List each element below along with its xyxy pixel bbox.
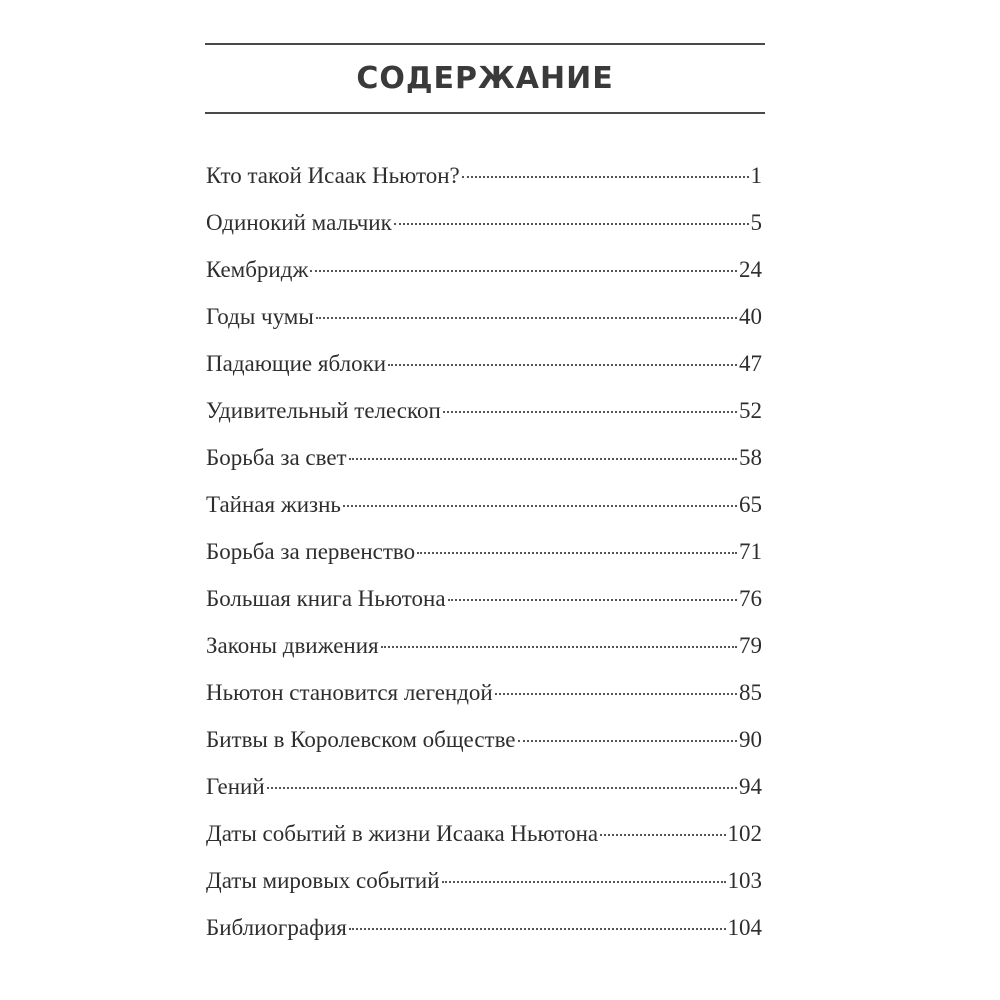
dot-leader bbox=[267, 787, 737, 789]
toc-entry bbox=[206, 293, 762, 340]
toc-entry-title: Борьба за первенство bbox=[206, 539, 416, 564]
toc-entry bbox=[206, 857, 762, 904]
dot-leader bbox=[495, 693, 737, 695]
toc-entry-title: Кто такой Исаак Ньютон? bbox=[206, 163, 460, 188]
top-rule bbox=[205, 43, 765, 45]
toc-entry-title: Библиография bbox=[206, 915, 347, 940]
dot-leader bbox=[343, 505, 737, 507]
toc-entry bbox=[206, 904, 762, 951]
dot-leader bbox=[448, 599, 737, 601]
toc-entry-title: Битвы в Королевском обществе bbox=[206, 727, 516, 752]
toc-entry-page-number: 90 bbox=[739, 727, 762, 752]
dot-leader bbox=[388, 364, 737, 366]
dot-leader bbox=[518, 740, 737, 742]
toc-entry bbox=[206, 152, 762, 199]
dot-leader bbox=[316, 317, 737, 319]
toc-entry-page-number: 58 bbox=[739, 445, 762, 470]
toc-entry-page-number: 104 bbox=[727, 915, 762, 940]
toc-entry bbox=[206, 528, 762, 575]
dot-leader bbox=[349, 928, 726, 930]
toc-entry-title: Гений bbox=[206, 774, 265, 799]
toc-entry-page-number: 5 bbox=[750, 210, 762, 235]
toc-entry-title: Большая книга Ньютона bbox=[206, 586, 446, 611]
toc-entry-page-number: 85 bbox=[739, 680, 762, 705]
toc-entry bbox=[206, 387, 762, 434]
toc-entry bbox=[206, 434, 762, 481]
dot-leader bbox=[310, 270, 737, 272]
toc-entry-title: Кембридж bbox=[206, 257, 309, 282]
table-of-contents bbox=[206, 152, 762, 951]
toc-entry bbox=[206, 575, 762, 622]
toc-entry bbox=[206, 246, 762, 293]
toc-entry-title: Ньютон становится легендой bbox=[206, 680, 493, 705]
toc-entry-page-number: 76 bbox=[739, 586, 762, 611]
toc-entry-page-number: 103 bbox=[727, 868, 762, 893]
toc-entry-page-number: 47 bbox=[739, 351, 762, 376]
dot-leader bbox=[443, 411, 737, 413]
toc-entry bbox=[206, 716, 762, 763]
toc-entry bbox=[206, 481, 762, 528]
toc-entry-title: Падающие яблоки bbox=[206, 351, 387, 376]
toc-entry-title: Удивительный телескоп bbox=[206, 398, 441, 423]
toc-entry-page-number: 94 bbox=[739, 774, 762, 799]
toc-entry-page-number: 102 bbox=[727, 821, 762, 846]
contents-heading: СОДЕРЖАНИЕ bbox=[356, 61, 614, 96]
toc-entry-page-number: 71 bbox=[739, 539, 762, 564]
toc-entry bbox=[206, 669, 762, 716]
toc-entry bbox=[206, 340, 762, 387]
dot-leader bbox=[417, 552, 737, 554]
toc-entry-title: Одинокий мальчик bbox=[206, 210, 392, 235]
dot-leader bbox=[462, 176, 749, 178]
toc-entry-page-number: 24 bbox=[739, 257, 762, 282]
toc-entry-title: Борьба за свет bbox=[206, 445, 347, 470]
toc-entry bbox=[206, 763, 762, 810]
toc-entry-page-number: 65 bbox=[739, 492, 762, 517]
dot-leader bbox=[381, 646, 737, 648]
toc-entry bbox=[206, 622, 762, 669]
toc-entry-title: Годы чумы bbox=[206, 304, 314, 329]
dot-leader bbox=[600, 834, 725, 836]
toc-entry-page-number: 1 bbox=[750, 163, 762, 188]
dot-leader bbox=[442, 881, 726, 883]
toc-entry-title: Даты событий в жизни Исаака Ньютона bbox=[206, 821, 599, 846]
toc-entry bbox=[206, 810, 762, 857]
toc-entry-page-number: 52 bbox=[739, 398, 762, 423]
toc-entry-title: Даты мировых событий bbox=[206, 868, 440, 893]
toc-entry-page-number: 79 bbox=[739, 633, 762, 658]
toc-entry-title: Законы движения bbox=[206, 633, 379, 658]
dot-leader bbox=[394, 223, 749, 225]
bottom-rule bbox=[205, 112, 765, 114]
toc-entry-page-number: 40 bbox=[739, 304, 762, 329]
toc-entry-title: Тайная жизнь bbox=[206, 492, 341, 517]
toc-entry bbox=[206, 199, 762, 246]
dot-leader bbox=[349, 458, 737, 460]
